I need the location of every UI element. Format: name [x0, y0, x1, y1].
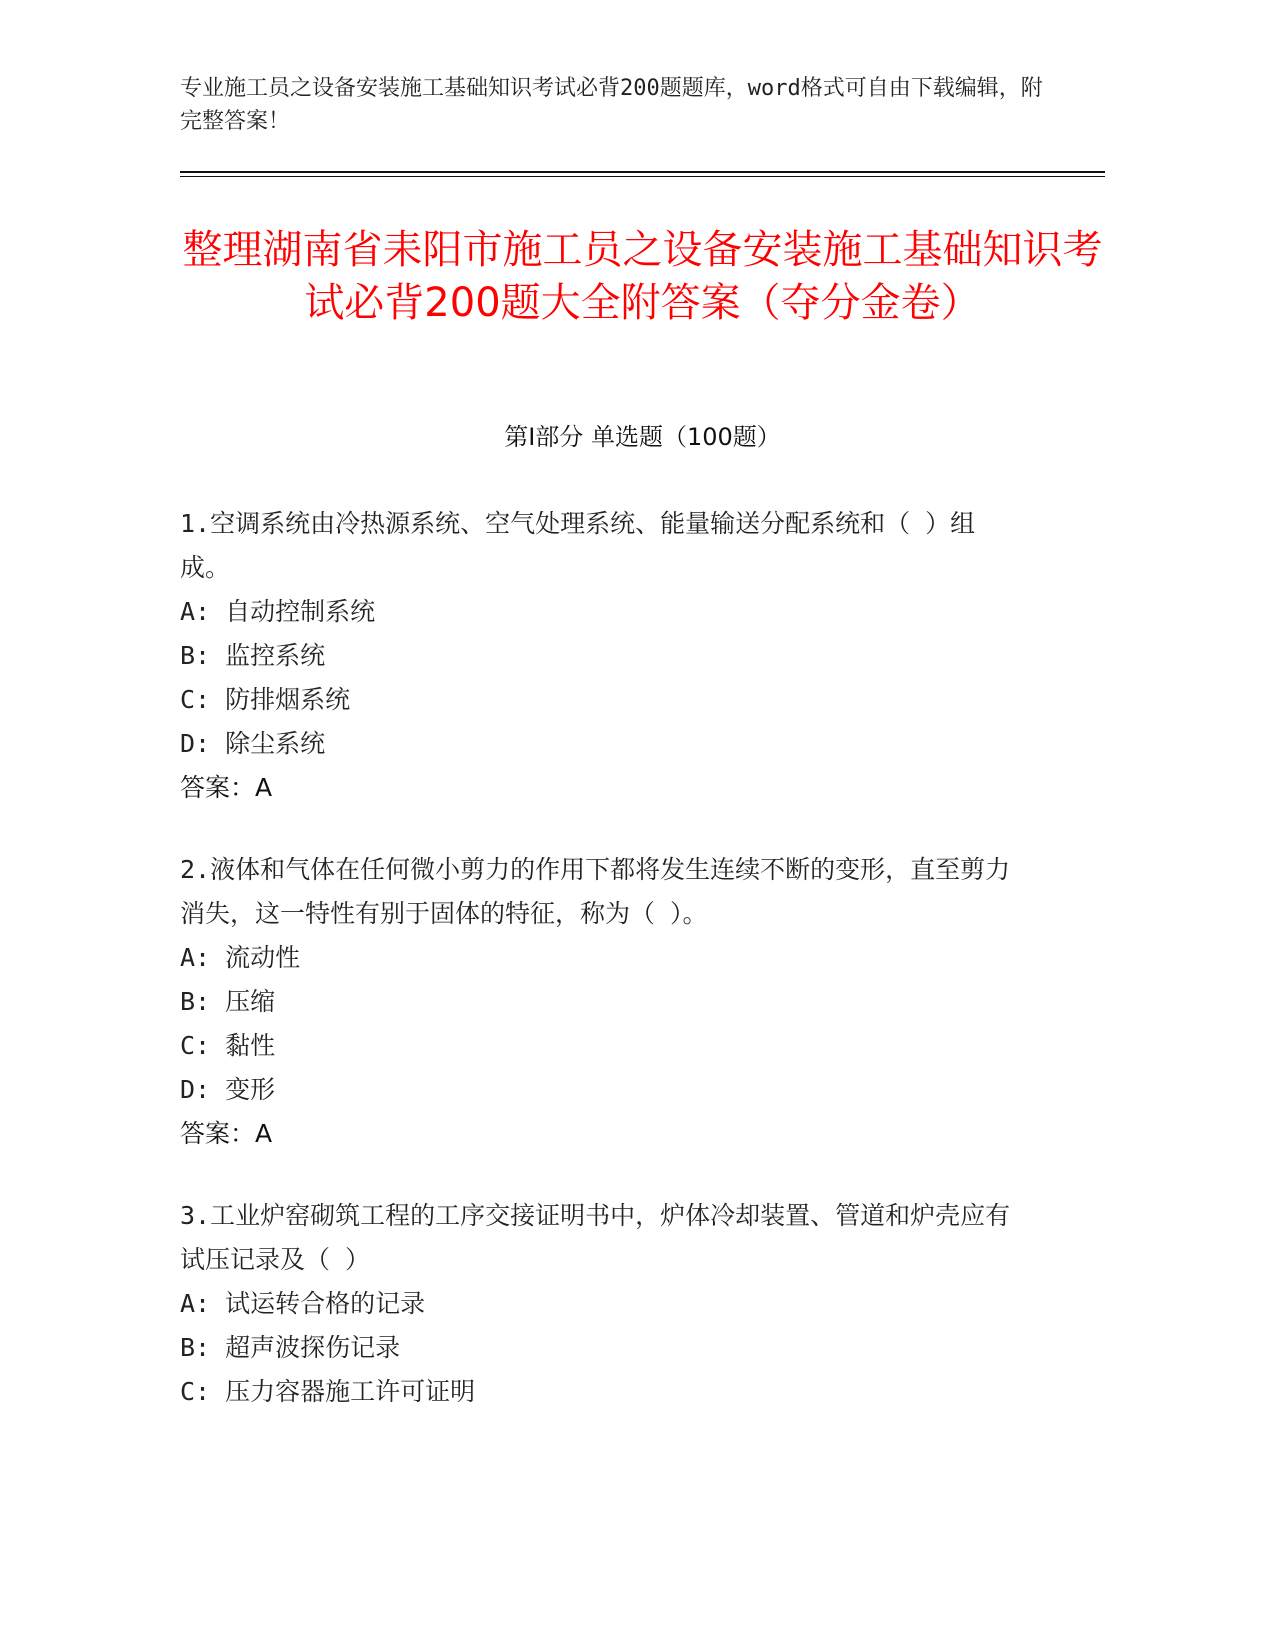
question-3	[180, 1194, 1020, 1414]
question-stem: 1.空调系统由冷热源系统、空气处理系统、能量输送分配系统和（ ）组成。	[180, 509, 976, 582]
option-c: C: 黏性	[180, 1031, 276, 1060]
answer: 答案：A	[180, 773, 273, 802]
option-a: A: 试运转合格的记录	[180, 1289, 426, 1318]
option-c: C: 防排烟系统	[180, 685, 351, 714]
section-heading: 第Ⅰ部分 单选题（100题）	[504, 423, 781, 451]
header-divider-thin	[180, 176, 1105, 177]
option-b: B: 监控系统	[180, 641, 326, 670]
option-b: B: 压缩	[180, 987, 276, 1016]
question-1	[180, 502, 1020, 810]
option-b: B: 超声波探伤记录	[180, 1333, 401, 1362]
option-a: A: 自动控制系统	[180, 597, 376, 626]
question-list	[180, 502, 1020, 1452]
question-2	[180, 848, 1020, 1156]
option-d: D: 除尘系统	[180, 729, 326, 758]
header-note: 专业施工员之设备安装施工基础知识考试必背200题题库，word格式可自由下载编辑，附完整答案！	[180, 76, 1043, 134]
option-c: C: 压力容器施工许可证明	[180, 1377, 476, 1406]
option-d: D: 变形	[180, 1075, 276, 1104]
question-stem: 2.液体和气体在任何微小剪力的作用下都将发生连续不断的变形，直至剪力消失，这一特性有别于固体的特征，称为（ ）。	[180, 855, 1011, 928]
option-a: A: 流动性	[180, 943, 301, 972]
header-divider-thick	[180, 171, 1105, 173]
question-stem: 3.工业炉窑砌筑工程的工序交接证明书中，炉体冷却装置、管道和炉壳应有试压记录及（ ）	[180, 1201, 1011, 1274]
document-title: 整理湖南省耒阳市施工员之设备安装施工基础知识考试必背200题大全附答案（夺分金卷）	[182, 227, 1103, 326]
answer: 答案：A	[180, 1119, 273, 1148]
